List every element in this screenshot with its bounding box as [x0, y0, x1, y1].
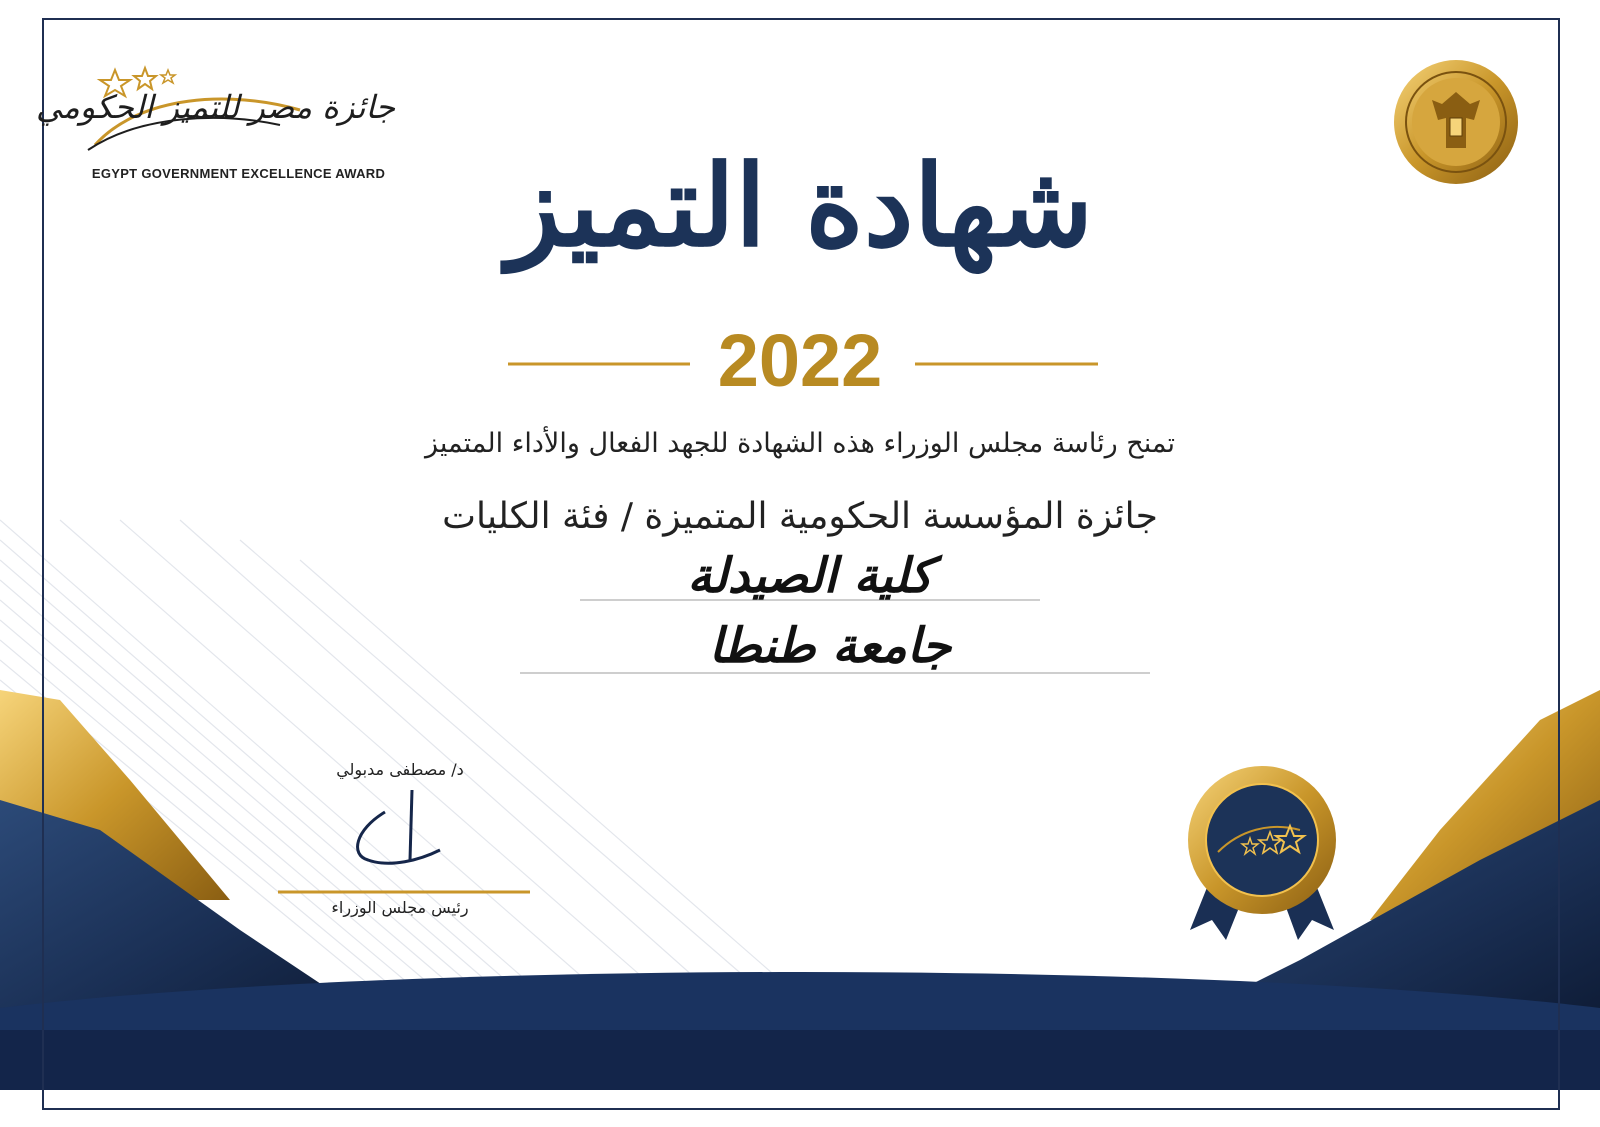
award-category: جائزة المؤسسة الحكومية المتميزة / فئة الكليات [442, 496, 1158, 537]
grant-statement: تمنح رئاسة مجلس الوزراء هذه الشهادة للجهد الفعال والأداء المتميز [424, 428, 1175, 459]
certificate-year: 2022 [717, 319, 883, 402]
logo-english-text: EGYPT GOVERNMENT EXCELLENCE AWARD [91, 166, 386, 181]
recipient-university: جامعة طنطا [708, 618, 952, 674]
logo-arabic-text: جائزة مصر للتميز الحكومي [35, 88, 395, 126]
signatory-title: رئيس مجلس الوزراء [331, 898, 469, 917]
signatory-name: د/ مصطفى مدبولي [336, 760, 464, 779]
certificate-title: شهادة التميز [506, 141, 1094, 272]
recipient-faculty: كلية الصيدلة [687, 548, 933, 604]
